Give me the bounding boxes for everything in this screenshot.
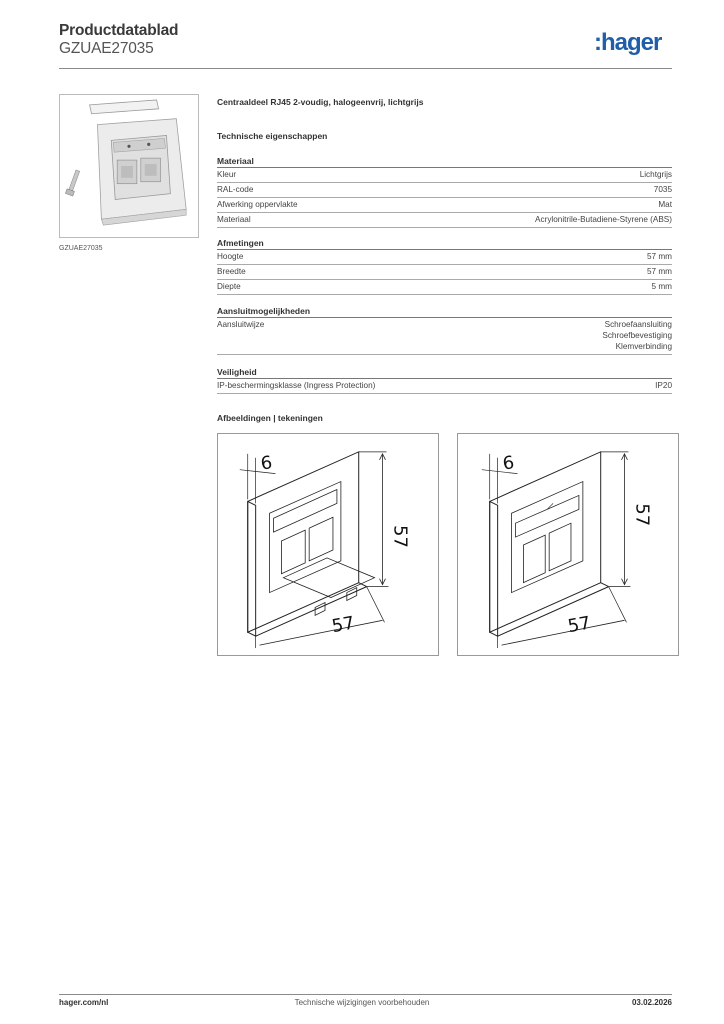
footer-notice: Technische wijzigingen voorbehouden [294, 998, 430, 1007]
section-materiaal [217, 155, 672, 228]
drawings-heading: Afbeeldingen | tekeningen [217, 413, 323, 423]
property-value: 5 mm [651, 282, 672, 291]
dimension-drawing-svg [458, 434, 678, 655]
width-dimension-label: 57 [566, 612, 593, 638]
footer-divider [59, 994, 672, 995]
dimension-drawing-angled [217, 433, 439, 656]
section-title: Veiligheid [217, 366, 672, 379]
property-row [217, 213, 672, 228]
property-row [217, 198, 672, 213]
property-row [217, 168, 672, 183]
property-row [217, 250, 672, 265]
property-label: Afwerking oppervlakte [217, 200, 298, 209]
property-values [602, 318, 672, 354]
depth-dimension-label: 6 [259, 452, 274, 475]
width-dimension-label: 57 [330, 612, 357, 638]
height-dimension-label: 57 [389, 525, 411, 548]
property-value: 57 mm [646, 267, 672, 276]
property-value: Acrylonitrile-Butadiene-Styrene (ABS) [535, 215, 672, 224]
depth-dimension-label: 6 [501, 452, 516, 475]
property-label: Hoogte [217, 252, 244, 261]
property-value: Schroefaansluiting [604, 320, 672, 329]
section-afmetingen [217, 237, 672, 295]
property-value: Lichtgrijs [639, 170, 672, 179]
property-value: IP20 [655, 381, 672, 390]
property-label: Materiaal [217, 215, 251, 224]
dimension-drawing-svg [218, 434, 438, 655]
property-label: RAL-code [217, 185, 254, 194]
section-veiligheid [217, 366, 672, 394]
section-aansluitmogelijkheden [217, 305, 672, 355]
product-code: GZUAE27035 [59, 40, 154, 57]
property-value: 57 mm [646, 252, 672, 261]
property-label: Kleur [217, 170, 237, 179]
property-value: Klemverbinding [615, 342, 672, 351]
hager-logo-text: :hager [594, 29, 662, 56]
property-label: Aansluitwijze [217, 320, 265, 329]
section-title: Materiaal [217, 155, 672, 168]
property-value: Mat [658, 200, 672, 209]
property-row [217, 318, 672, 355]
section-title: Afmetingen [217, 237, 672, 250]
footer-website: hager.com/nl [59, 998, 109, 1007]
technical-properties-heading: Technische eigenschappen [217, 131, 328, 141]
property-row [217, 265, 672, 280]
section-title: Aansluitmogelijkheden [217, 305, 672, 318]
property-row [217, 280, 672, 295]
height-dimension-label: 57 [631, 503, 653, 527]
property-label: Breedte [217, 267, 246, 276]
property-label: Diepte [217, 282, 241, 291]
product-name: Centraaldeel RJ45 2-voudig, halogeenvrij, lichtgrijs [217, 97, 424, 107]
property-value: Schroefbevestiging [602, 331, 672, 340]
product-photo-illustration [60, 95, 198, 237]
product-photo-caption: GZUAE27035 [59, 245, 103, 252]
document-title: Productdatablad [59, 22, 179, 39]
property-value: 7035 [653, 185, 672, 194]
header-divider [59, 68, 672, 69]
footer-date: 03.02.2026 [631, 998, 672, 1007]
product-photo [59, 94, 199, 238]
property-label: IP-beschermingsklasse (Ingress Protection) [217, 381, 376, 390]
dimension-drawing-front [457, 433, 679, 656]
property-row [217, 183, 672, 198]
hager-logo [594, 28, 674, 56]
property-row [217, 379, 672, 394]
